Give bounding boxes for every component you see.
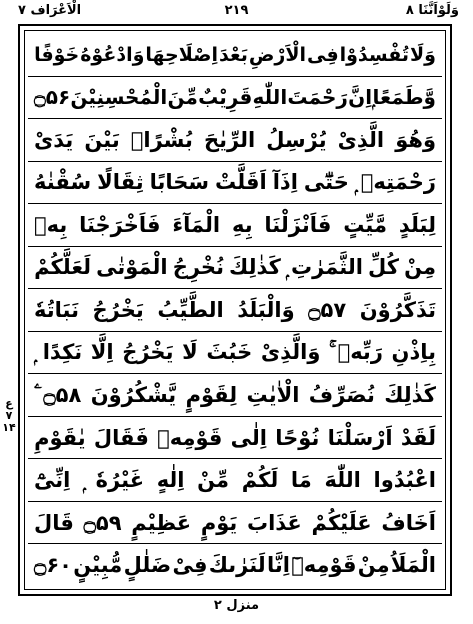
verse-word: وَالَّذِىْ — [260, 340, 321, 365]
verse-word: نُوْحًا — [275, 425, 320, 450]
verse-word: مَّيِّتٍ — [343, 212, 387, 237]
verse-line — [28, 459, 442, 502]
verse-word: تُفْسِدُوْا — [339, 43, 410, 66]
verse-word: اِلٰهٍ — [156, 468, 185, 493]
verse-line — [28, 162, 442, 205]
surah-title: الْاَعْرَاف ۷ — [18, 3, 82, 18]
verse-word: نَكِدًا — [42, 340, 83, 365]
verse-word: قَالَ — [34, 510, 74, 535]
juz-title: وَلَوْاَنَّنَا ۸ — [405, 3, 459, 18]
verse-word: اِنَّا — [266, 553, 290, 578]
verse-word: الْاٰيٰتِ — [246, 383, 300, 408]
verse-word: مُّبِيْنٍ — [73, 553, 123, 578]
verse-word: الطَّيِّبُ — [157, 297, 224, 322]
verse-word: اِلٰى — [230, 425, 268, 450]
verse-line — [28, 502, 442, 545]
verse-word: نُصَرِّفُ — [308, 383, 375, 408]
verse-word: يَّشْكُرُوْنَ — [90, 383, 177, 408]
verse-word: رَحْمَتِهٖ — [360, 170, 436, 195]
verse-word: فَقَالَ — [93, 425, 149, 450]
verse-line — [28, 119, 442, 162]
verse-word: لَنَرٰىكَ — [208, 553, 266, 578]
verse-word: وَادْعُوْهُ — [80, 43, 145, 66]
verse-word: وَلَا — [410, 43, 436, 66]
verse-word: ۝۶۰ — [34, 553, 72, 578]
verse-word: عَظِيْمٍ — [131, 510, 192, 535]
verse-word: الْمَآءَ — [172, 212, 221, 237]
verse-word: رَحْمَتَ — [287, 85, 348, 110]
verse-word: الْمَوْتٰى — [96, 255, 168, 280]
verse-line — [28, 374, 442, 417]
verse-word: اَرْسَلْنَا — [327, 425, 393, 450]
verse-word: غَيْرُهٗ — [95, 468, 145, 493]
verse-word: لَقَدْ — [400, 425, 436, 450]
verse-word: مِنْ — [404, 255, 436, 280]
verse-word: الثَّمَرٰتِ — [291, 255, 363, 280]
verse-word: يٰقَوْمِ — [34, 425, 86, 450]
verse-word: بِهٖ — [34, 212, 68, 237]
ruku-marker: ع ۷ ۱۴ — [2, 397, 16, 434]
verse-word: اِصْلَاحِهَا — [145, 43, 219, 66]
verse-word: كَذٰلِكَ — [384, 383, 436, 408]
verse-word: خَوْفًا — [34, 43, 80, 66]
verse-word: مَا — [290, 468, 312, 493]
verse-line — [28, 332, 442, 375]
verse-word: لَعَلَّكُمْ — [34, 255, 92, 280]
verse-word: وَّطَمَعًا — [372, 85, 436, 110]
verse-word: اعْبُدُوا — [373, 468, 436, 493]
verse-line — [28, 204, 442, 247]
verse-word: مِنْ — [357, 553, 390, 578]
verse-word: بَيْنَ — [84, 127, 120, 152]
verse-word: ۝۵۶ — [34, 85, 71, 110]
page-header — [0, 0, 473, 26]
verse-word: لَكُمْ — [241, 468, 279, 493]
verse-word: بِهِ — [231, 212, 253, 237]
verse-word: الَّذِىْ — [337, 127, 385, 152]
verse-word: بِاِذْنِ — [391, 340, 436, 365]
verse-word: عَذَابَ — [246, 510, 302, 535]
verse-word: ۝۵۸ — [43, 383, 82, 408]
verse-word: عَلَيْكُمْ — [311, 510, 372, 535]
verse-word: لِقَوْمٍ — [185, 383, 238, 408]
verse-word: قَوْمِهٖ — [157, 425, 223, 450]
manzil-label: منزل ۲ — [213, 598, 260, 613]
verse-word: فِى — [306, 43, 339, 66]
verse-text-block — [28, 34, 442, 586]
verse-word: الرِّيٰحَ — [203, 127, 256, 152]
page-number: ۲۱۹ — [224, 3, 249, 18]
verse-line — [28, 544, 442, 586]
verse-word: فَاَخْرَجْنَا — [79, 212, 161, 237]
verse-word: اِنِّىْٓ — [34, 468, 71, 493]
verse-word: خَبُثَ — [206, 340, 253, 365]
verse-word: سُقْنٰهُ — [34, 170, 92, 195]
verse-word: ۝۵۷ — [308, 297, 347, 322]
verse-line — [28, 77, 442, 120]
verse-word: فِىْ — [172, 553, 208, 578]
verse-word: الْاَرْضِ — [248, 43, 306, 66]
verse-word: الْمَلَاُ — [390, 553, 436, 578]
verse-word: يَدَىْ — [34, 127, 74, 152]
verse-word: اِذَآ — [272, 170, 298, 195]
verse-word: رَبِّهٖ — [337, 340, 383, 365]
verse-word: يَخْرُجُ — [122, 340, 174, 365]
verse-word: اللّٰهِ — [252, 85, 288, 110]
verse-word: كَذٰلِكَ — [229, 255, 281, 280]
verse-word: اِلَّا — [90, 340, 114, 365]
verse-word: ضَلٰلٍ — [123, 553, 172, 578]
verse-word: يُرْسِلُ — [266, 127, 327, 152]
verse-line — [28, 247, 442, 290]
verse-line — [28, 34, 442, 77]
verse-word: بَعْدَ — [219, 43, 248, 66]
verse-word: نَبَاتُهٗ — [34, 297, 79, 322]
verse-word: ثِقَالًا — [97, 170, 144, 195]
verse-word: يَوْمٍ — [200, 510, 238, 535]
verse-word: حَتّٰٓى — [303, 170, 349, 195]
verse-word: فَاَنْزَلْنَا — [264, 212, 332, 237]
verse-word: وَالْبَلَدُ — [237, 297, 295, 322]
verse-word: قَوْمِهٖٓ — [291, 553, 357, 578]
verse-word: لِبَلَدٍ — [398, 212, 436, 237]
verse-word: مِّنَ — [167, 85, 198, 110]
verse-line — [28, 289, 442, 332]
verse-word: الْمُحْسِنِيْنَ — [70, 85, 168, 110]
verse-word: اَقَلَّتْ — [215, 170, 267, 195]
verse-word: لَا — [182, 340, 198, 365]
verse-word: اللّٰهَ — [324, 468, 361, 493]
verse-word: بُشْرًاۢ — [130, 127, 193, 152]
verse-word: قَرِيْبٌ — [198, 85, 253, 110]
verse-word: سَحَابًا — [149, 170, 210, 195]
verse-line — [28, 417, 442, 460]
verse-word: مِّنْ — [197, 468, 230, 493]
verse-word: وَهُوَ — [395, 127, 436, 152]
verse-word: اِنَّ — [348, 85, 373, 110]
verse-word: يَخْرُجُ — [92, 297, 144, 322]
verse-word: اَخَافُ — [381, 510, 436, 535]
verse-word: كُلِّ — [368, 255, 399, 280]
verse-word: ۝۵۹ — [83, 510, 122, 535]
verse-word: نُخْرِجُ — [172, 255, 224, 280]
verse-word: تَذَكَّرُوْنَ — [359, 297, 436, 322]
